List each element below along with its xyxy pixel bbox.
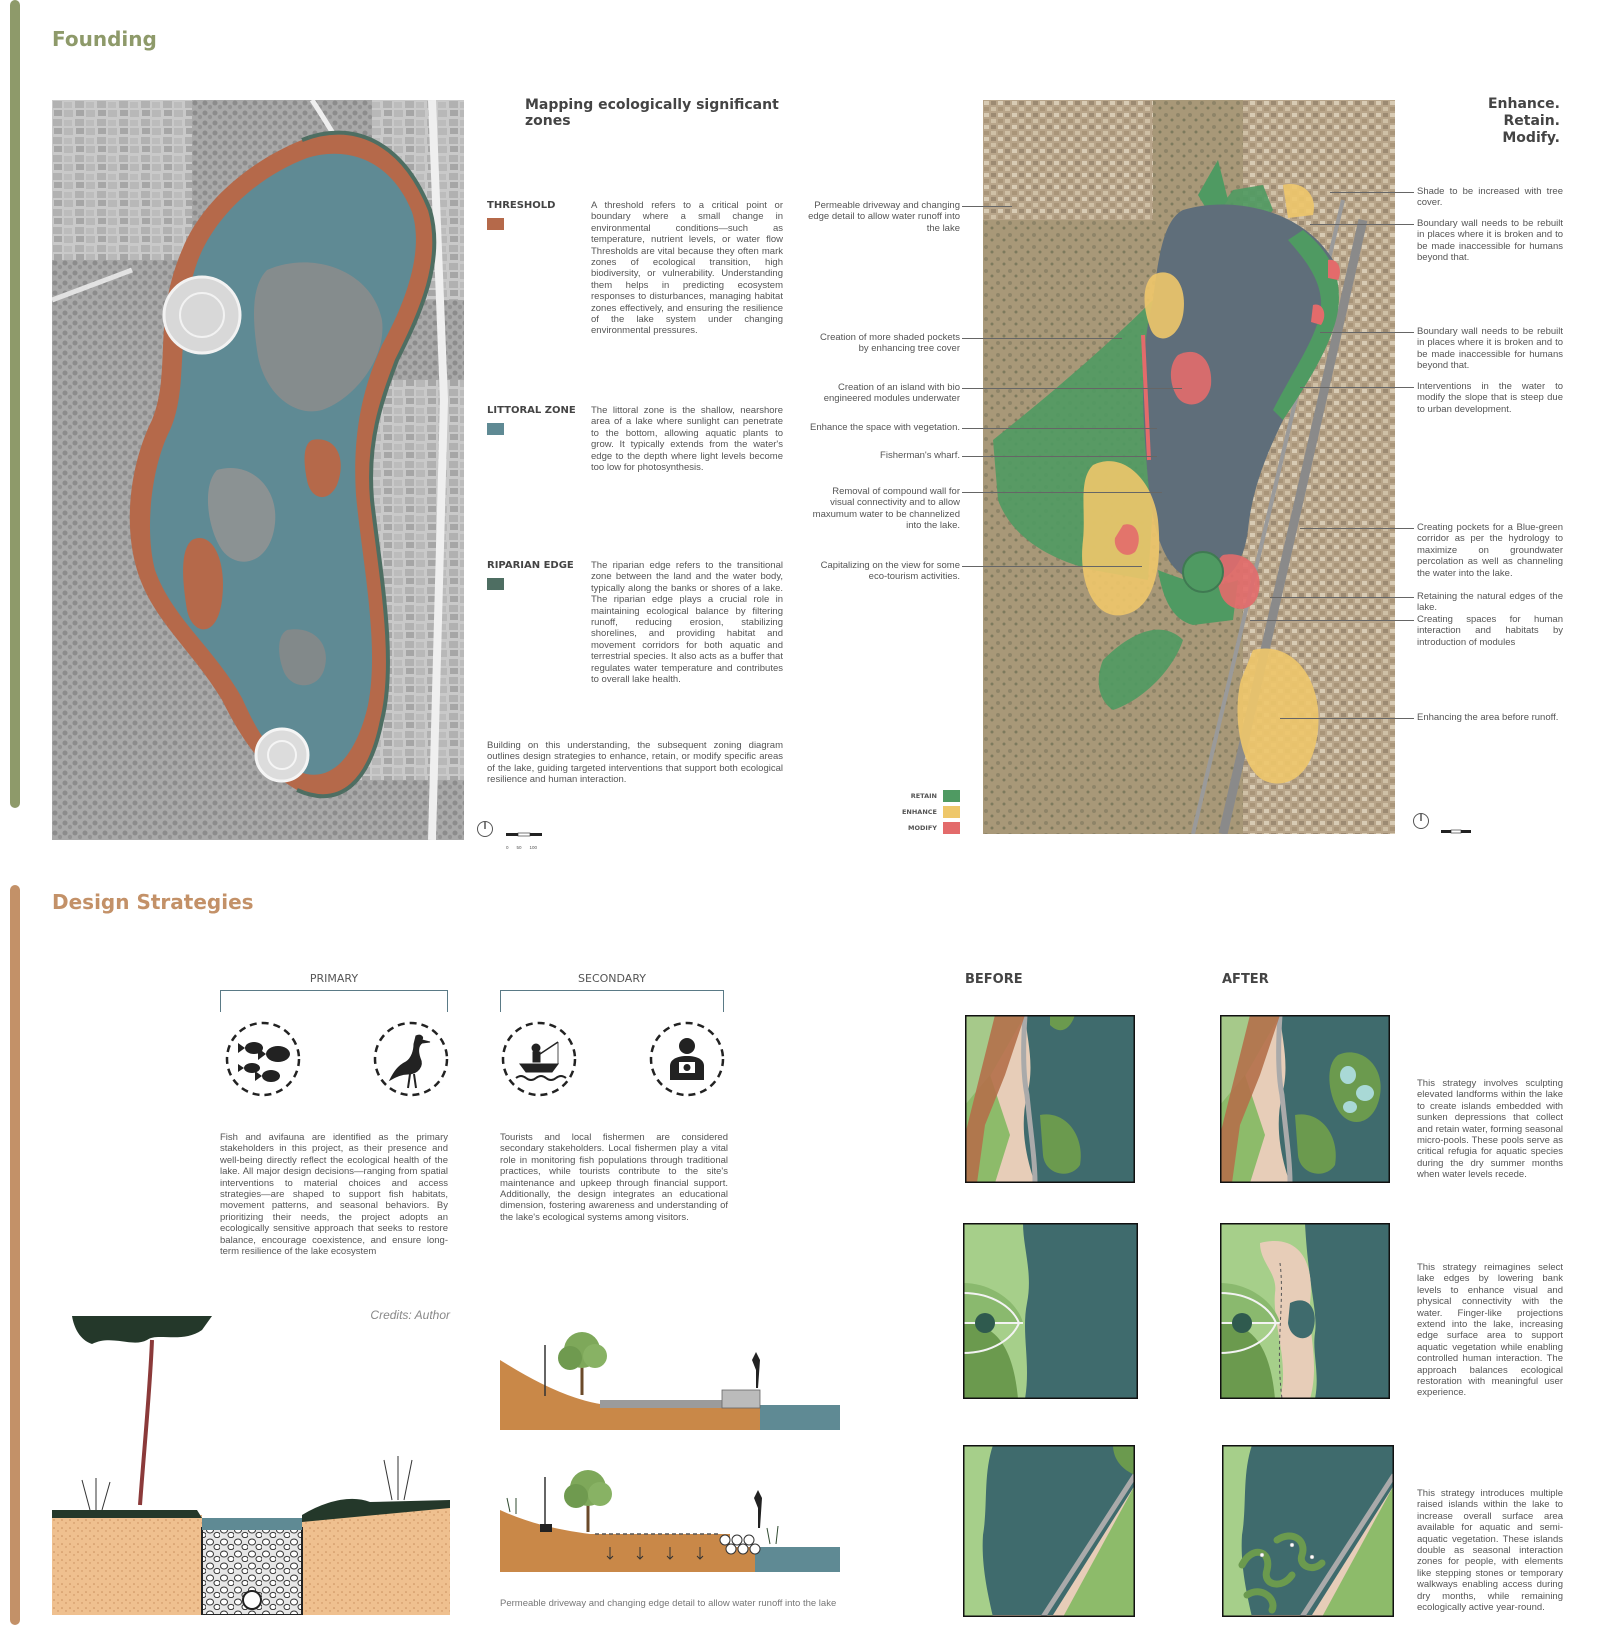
primary-label: PRIMARY bbox=[309, 972, 359, 985]
callout-island: Creation of an island with bio engineered modules underwater bbox=[823, 382, 960, 405]
zoning-summary: Building on this understanding, the subsequent zoning diagram outlines design strategies to enhance, retain, or modify specific areas of the lake, guiding targeted interventions that support both ecological resilience and human interaction. bbox=[487, 740, 783, 786]
callout-shade: Shade to be increased with tree cover. bbox=[1417, 186, 1563, 209]
zone-riparian bbox=[487, 560, 587, 590]
callout-line bbox=[962, 206, 1012, 207]
zone-littoral-swatch bbox=[487, 423, 504, 435]
fisherman-icon bbox=[500, 1020, 578, 1098]
after-diagram-3 bbox=[1222, 1445, 1394, 1617]
after-label: AFTER bbox=[1222, 972, 1269, 987]
callout-line bbox=[962, 456, 1157, 457]
strategies-accent-bar bbox=[10, 885, 20, 1625]
zone-riparian-text: The riparian edge refers to the transitional zone between the land and the water body, typically along the banks or shores of a lake. The riparian edge plays a crucial role in maintaining ecological balance by filtering runoff, reducing erosion, stabilizing shorelines, and providing habitat and movement corridors for both aquatic and terrestrial species. It also acts as a buffer that regulates water temperature and contributes to overall lake health. bbox=[591, 560, 783, 686]
erm-title-retain: Retain. bbox=[1503, 113, 1560, 129]
callout-blue-green: Creating pockets for a Blue-green corridor as per the hydrology to maximize on groundwater percolation as well as channeling the water into the lake. bbox=[1417, 522, 1563, 579]
zone-littoral-text: The littoral zone is the shallow, nearshore area of a lake where sunlight can penetrate to the bottom, allowing aquatic plants to grow. It typically extends from the water's edge to the depth where light levels become too low for photosynthesis. bbox=[591, 405, 783, 474]
north-arrow-icon bbox=[1412, 812, 1430, 830]
legend-retain-label: RETAIN bbox=[910, 792, 937, 800]
before-label: BEFORE bbox=[965, 972, 1023, 987]
zones-map bbox=[52, 100, 464, 840]
legend-enhance-label: ENHANCE bbox=[901, 808, 937, 816]
callout-slope: Interventions in the water to modify the slope that is steep due to urban development. bbox=[1417, 381, 1563, 415]
callout-line bbox=[1330, 192, 1414, 193]
callout-line bbox=[1270, 597, 1414, 598]
swale-section-drawing bbox=[52, 1310, 450, 1615]
callout-fishermans-wharf: Fisherman's wharf. bbox=[880, 450, 960, 461]
zone-riparian-swatch bbox=[487, 578, 504, 590]
callout-eco-tourism: Capitalizing on the view for some eco-tourism activities. bbox=[820, 560, 960, 583]
heron-icon bbox=[372, 1020, 450, 1098]
tourist-icon bbox=[648, 1020, 726, 1098]
before-diagram-3 bbox=[963, 1445, 1135, 1617]
primary-text: Fish and avifauna are identified as the primary stakeholders in this project, as their presence and well-being directly reflect the ecological health of the lake. All major design decisions—ranging from spatial interventions to material choices and access strategies—are shaped to support fish habitats, movement patterns, and seasonal behaviors. By prioritizing their needs, the project adopts an ecologically sensitive approach that seeks to restore balance, encourage coexistence, and ensure long-term resilience of the lake ecosystem bbox=[220, 1132, 448, 1258]
credits: Credits: Author bbox=[370, 1308, 450, 1322]
callout-runoff: Enhancing the area before runoff. bbox=[1417, 712, 1559, 723]
callout-human-spaces: Creating spaces for human interaction and habitats by introduction of modules bbox=[1417, 614, 1563, 648]
after-diagram-1 bbox=[1220, 1015, 1390, 1183]
callout-shaded-pockets: Creation of more shaded pockets by enhancing tree cover bbox=[820, 332, 960, 355]
zone-threshold-swatch bbox=[487, 218, 504, 230]
edge-section-proposed bbox=[500, 1452, 840, 1572]
callout-permeable-driveway: Permeable driveway and changing edge detail to allow water runoff into the lake bbox=[808, 200, 960, 234]
callout-line bbox=[962, 428, 1157, 429]
fish-icon bbox=[224, 1020, 302, 1098]
callout-vegetation: Enhance the space with vegetation. bbox=[810, 422, 960, 433]
strategy-text-3: This strategy introduces multiple raised islands within the lake to increase overall surface area available for aquatic and semi-aquatic vegetation. These islands double as seasonal interaction zones for people, with elements like stepping stones or temporary walkways enabling access during dry months, while remaining ecologically active year-round. bbox=[1417, 1488, 1563, 1614]
erm-title-enhance: Enhance. bbox=[1487, 96, 1560, 112]
callout-line bbox=[1310, 224, 1414, 225]
scale-label-1: 50 bbox=[516, 845, 522, 850]
primary-bracket bbox=[220, 990, 448, 1012]
callout-line bbox=[1300, 387, 1414, 388]
callout-line bbox=[1250, 620, 1414, 621]
zone-littoral-label: LITTORAL ZONE bbox=[487, 405, 576, 416]
edge-section-existing bbox=[500, 1310, 840, 1430]
secondary-text: Tourists and local fishermen are considered secondary stakeholders. Local fishermen play a vital role in monitoring fish populations through traditional practices, while tourists contribute to the site's maintenance and upkeep through financial support. Additionally, the design integrates an educational dimension, fostering awareness and understanding of the lake's ecological systems among visitors. bbox=[500, 1132, 728, 1223]
section-caption: Permeable driveway and changing edge detail to allow water runoff into the lake bbox=[500, 1598, 837, 1609]
after-diagram-2 bbox=[1220, 1223, 1390, 1399]
strategy-text-1: This strategy involves sculpting elevated landforms within the lake to create islands embedded with sunken depressions that collect and retain water, forming seasonal micro-pools. These pools serve as critical refugia for aquatic species during the dry summer months when water levels recede. bbox=[1417, 1078, 1563, 1181]
scale-label-0: 0 bbox=[506, 845, 509, 850]
founding-accent-bar bbox=[10, 0, 20, 808]
strategies-title: Design Strategies bbox=[52, 890, 254, 914]
callout-line bbox=[1320, 332, 1414, 333]
callout-compound-wall: Removal of compound wall for visual connectivity and to allow maxumum water to be channelized into the lake. bbox=[812, 486, 960, 532]
founding-title: Founding bbox=[52, 27, 157, 51]
legend-modify-label: MODIFY bbox=[908, 824, 937, 832]
secondary-bracket bbox=[500, 990, 724, 1012]
legend-enhance-swatch bbox=[943, 806, 960, 818]
erm-title bbox=[1380, 96, 1560, 147]
zone-threshold-text: A threshold refers to a critical point or boundary where a small change in environmental conditions—such as temperature, nutrient levels, or water flow Thresholds are vital because they often mark zones of ecological transition, high biodiversity, or vulnerability. Understanding them helps in predicting ecosystem responses to disturbances, managing habitat zones effectively, and ensuring the resilience of the lake system under changing environmental pressures. bbox=[591, 200, 783, 337]
scale-label-2: 100 bbox=[529, 845, 538, 850]
callout-boundary-wall-2: Boundary wall needs to be rebuilt in places where it is broken and to be made inaccessible for humans beyond that. bbox=[1417, 326, 1563, 372]
callout-line bbox=[1300, 528, 1414, 529]
callout-line bbox=[962, 492, 1162, 493]
scale-bar bbox=[505, 827, 545, 850]
strategy-text-2: This strategy reimagines select lake edges by lowering bank levels to enhance visual and physical connectivity with the water. Finger-like projections extend into the lake, increasing edge surface area to support aquatic vegetation while enabling controlled human interaction. The approach balances ecological restoration with meaningful user experience. bbox=[1417, 1262, 1563, 1399]
before-diagram-1 bbox=[965, 1015, 1135, 1183]
before-diagram-2 bbox=[963, 1223, 1138, 1399]
zone-threshold-label: THRESHOLD bbox=[487, 200, 556, 211]
erm-title-modify: Modify. bbox=[1502, 130, 1560, 146]
callout-line bbox=[962, 566, 1142, 567]
callout-line bbox=[962, 388, 1182, 389]
zone-littoral bbox=[487, 405, 587, 435]
legend-modify-swatch bbox=[943, 822, 960, 834]
callout-boundary-wall-1: Boundary wall needs to be rebuilt in places where it is broken and to be made inaccessible for humans beyond that. bbox=[1417, 218, 1563, 264]
legend-retain-swatch bbox=[943, 790, 960, 802]
secondary-label: SECONDARY bbox=[578, 972, 646, 985]
callout-line bbox=[1280, 718, 1414, 719]
erm-legend bbox=[880, 788, 960, 836]
north-arrow-icon bbox=[476, 820, 494, 838]
zone-riparian-label: RIPARIAN EDGE bbox=[487, 560, 574, 571]
callout-natural-edges: Retaining the natural edges of the lake. bbox=[1417, 591, 1563, 614]
mapping-title: Mapping ecologically significant zones bbox=[525, 97, 779, 129]
scale-bar bbox=[1440, 822, 1472, 830]
callout-line bbox=[962, 338, 1122, 339]
erm-map bbox=[983, 100, 1395, 834]
